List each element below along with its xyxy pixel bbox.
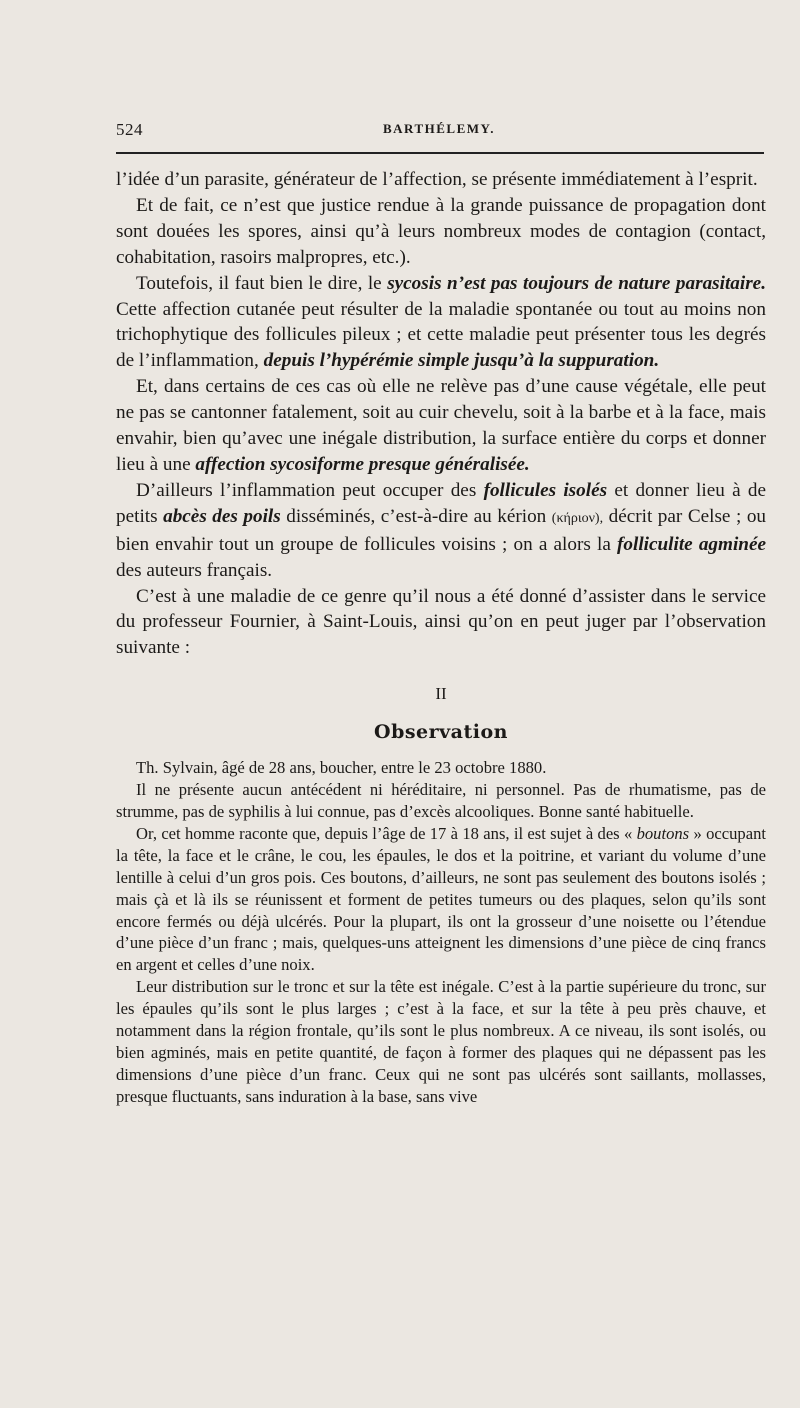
- paragraph-1: l’idée d’un parasite, générateur de l’affection, se présente immédiatement à l’esprit.: [116, 169, 758, 190]
- paragraph-3: [116, 271, 766, 375]
- section-title: Observation: [374, 721, 508, 744]
- text-run: Toutefois, il faut bien le dire, le: [136, 272, 388, 294]
- text-run: Or, cet homme raconte que, depuis l’âge de 17 à 18 ans, il est sujet à des «: [136, 823, 637, 843]
- section-number: II: [435, 684, 447, 704]
- page-body: [116, 167, 766, 1108]
- header-rule: [116, 152, 764, 154]
- paragraph-2: Et de fait, ce n’est que justice rendue à la grande puissance de propagation dont sont douées les spores, ainsi qu’à leurs nombreux modes de contagion (contact, cohabitation, rasoirs malpropres, etc.).: [116, 194, 766, 268]
- observation-paragraph-2: Il ne présente aucun antécédent ni héréditaire, ni personnel. Pas de rhumatisme, pas de strumme, pas de syphilis à lui connue, pas d’excès alcooliques. Bonne santé habituelle.: [116, 780, 766, 822]
- text-run: Cette affection cutanée peut résulter de la maladie spontanée ou tout au moins non trichophytique des follicules pileux ; et cette maladie peut présenter tous les degrés de l’inflammation,: [116, 298, 766, 372]
- greek-word: (κήριον),: [551, 510, 604, 526]
- intro-text: [116, 167, 766, 661]
- emphasis: abcès des poils: [163, 505, 281, 527]
- emphasis: follicules isolés: [483, 479, 608, 501]
- text-run: et donner lieu à de petits: [116, 479, 766, 527]
- section-heading: [116, 683, 766, 743]
- emphasis: affection sycosiforme presque généralisée.: [195, 453, 530, 475]
- text-run: D’ailleurs l’inflammation peut occuper des: [136, 479, 484, 501]
- observation-paragraph-3: [116, 823, 766, 976]
- emphasis: boutons: [636, 823, 690, 843]
- observation-text: [116, 757, 766, 1108]
- page-number: 524: [116, 120, 143, 139]
- running-head: BARTHÉLEMY.: [382, 121, 495, 136]
- text-run: décrit par Celse ; ou bien envahir tout un groupe de follicules voisins ; on a alors la: [116, 505, 767, 555]
- paragraph-5: [116, 478, 766, 584]
- observation-paragraph-1: Th. Sylvain, âgé de 28 ans, boucher, entre le 23 octobre 1880.: [136, 758, 547, 778]
- emphasis: sycosis n’est pas toujours de nature parasitaire.: [387, 272, 766, 294]
- paragraph-6: C’est à une maladie de ce genre qu’il nous a été donné d’assister dans le service du professeur Fournier, à Saint-Louis, ainsi qu’on en peut juger par l’observation suivante :: [116, 585, 766, 659]
- observation-paragraph-4: Leur distribution sur le tronc et sur la tête est inégale. C’est à la partie supérieure du tronc, sur les épaules qu’ils sont le plus larges ; c’est à la face, et sur la tête à peu près chauve, et notamment dans la région frontale, qu’ils sont le plus nombreux. A ce niveau, ils sont isolés, ou bien agminés, mais en petite quantité, de façon à former des plaques qui ne dépassent pas les dimensions d’une pièce d’un franc. Ceux qui ne sont pas ulcérés sont saillants, mollasses, presque fluctuants, sans induration à la base, sans vive: [116, 977, 766, 1106]
- text-run: Et, dans certains de ces cas où elle ne relève pas d’une cause végétale, elle peut ne pas se cantonner fatalement, soit au cuir chevelu, soit à la barbe et à la face, mais envahir, bien qu’avec une inégale distribution, la surface entière du corps et donner lieu à une: [116, 376, 766, 475]
- emphasis: depuis l’hypérémie simple jusqu’à la suppuration.: [263, 350, 660, 372]
- text-run: disséminés, c’est-à-dire au kérion: [280, 505, 552, 527]
- text-run: des auteurs français.: [116, 559, 273, 581]
- text-run: » occupant la tête, la face et le crâne, le cou, les épaules, le dos et la poitrine, et variant du volume d’une lentille à celui d’un gros pois. Ces boutons, d’ailleurs, ne sont pas seulement des boutons isolés ; mais çà et là ils se réunissent et forment de petites tumeurs ou des plaques, selon qu’ils sont encore fermés ou déjà ulcérés. Pour la plupart, ils ont la grosseur d’une noisette ou l’étendue d’une pièce d’un franc ; mais, quelques-uns atteignent les dimensions d’une pièce de cinq francs en argent et celles d’une noix.: [116, 823, 766, 975]
- page-header: [116, 120, 762, 142]
- paragraph-4: [116, 374, 766, 478]
- emphasis: folliculite agminée: [617, 533, 766, 555]
